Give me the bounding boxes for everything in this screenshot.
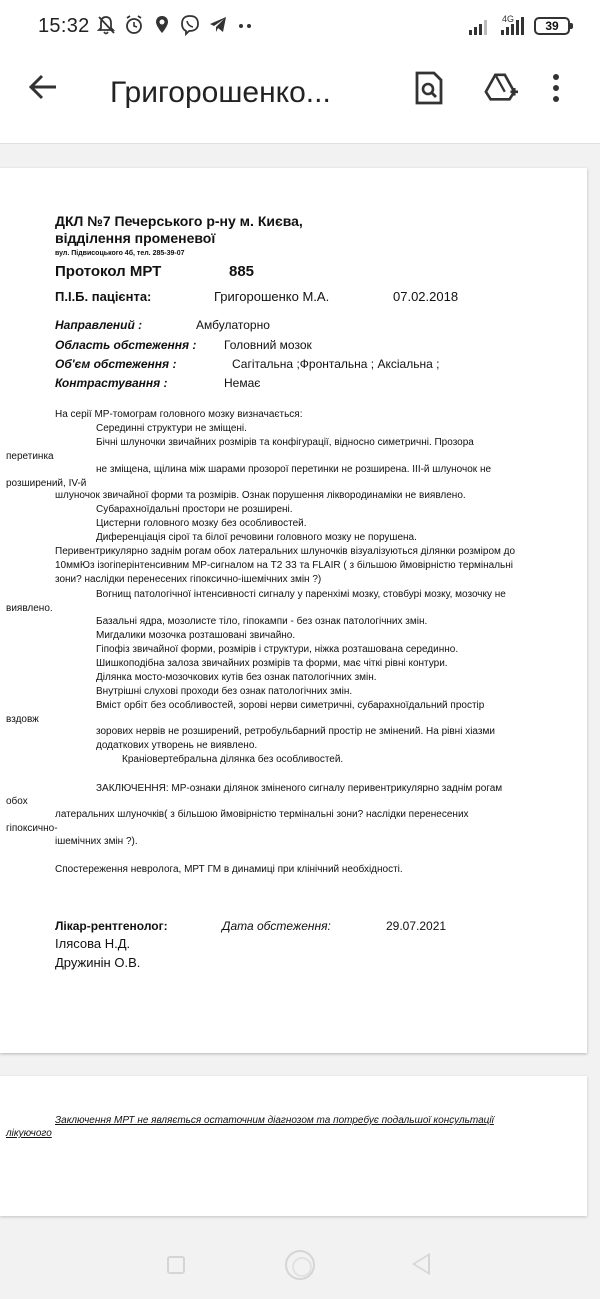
app-bar (0, 56, 600, 144)
document-title: Григорошенко... (110, 76, 331, 109)
body-line: перетинка (6, 451, 54, 462)
doctor-name: Дружинін О.В. (55, 955, 141, 970)
body-line: Серединні структури не зміщені. (96, 423, 247, 434)
field-value: Головний мозок (224, 338, 312, 352)
doctor-label: Лікар-рентгенолог: (55, 919, 168, 933)
viber-icon (180, 14, 200, 36)
telegram-icon (208, 14, 228, 36)
body-line: Перивентрикулярно заднім рогам обох латеральних шлуночків візуалізуються ділянки розміром до (55, 546, 516, 557)
body-line: зони? наслідки перенесених гіпоксично-ішемічних змін ?) (55, 574, 322, 585)
location-icon (152, 14, 172, 36)
notification-icons (96, 14, 256, 36)
body-line: Диференціація сірої та білої речовини головного мозку не порушена. (96, 532, 417, 543)
status-time: 15:32 (38, 15, 90, 37)
body-line: Бічні шлуночки звичайних розмірів та конфігурації, відносно симетричні. Прозора (96, 437, 474, 448)
alarm-icon (124, 14, 144, 36)
field-value: Немає (224, 376, 261, 390)
field-label: Область обстеження : (55, 338, 197, 352)
field-value: Амбулаторно (196, 318, 270, 332)
body-line: розширений, IV-й (6, 478, 87, 489)
patient-label: П.І.Б. пацієнта: (55, 289, 152, 304)
patient-date: 07.02.2018 (393, 289, 459, 304)
recommendation-line: Спостереження невролога, МРТ ГМ в динамиці при клінічний необхідності. (55, 864, 403, 875)
hospital-department: відділення променевої (55, 230, 216, 246)
body-line: Базальні ядра, мозолисте тіло, гіпокампи - без ознак патологічних змін. (96, 616, 428, 627)
body-line: 10ммЮз ізогіперінтенсивним МР-сигналом на Т2 З3 та FLAIR ( з більшою ймовірністю термінальні (55, 560, 513, 571)
home-icon[interactable] (285, 1250, 315, 1280)
more-dots-icon (236, 14, 256, 36)
body-line: зорових нервів не розширений, ретробульбарний простір не змінений. На рівні хіазми (96, 726, 495, 737)
hospital-name: ДКЛ №7 Печерського р-ну м. Києва, (55, 213, 303, 229)
conclusion-line: ЗАКЛЮЧЕННЯ: МР-ознаки ділянок зміненого сигналу перивентрикулярно заднім рогам (96, 783, 503, 794)
conclusion-line: ішемічних змін ?). (55, 836, 138, 847)
body-line: шлуночок звичайної форми та розмірів. Ознак порушення ліквородинаміки не виявлено. (55, 490, 466, 501)
more-vert-icon[interactable] (550, 70, 562, 106)
document-search-icon[interactable] (412, 70, 446, 106)
arrow-back-icon[interactable] (26, 70, 60, 104)
conclusion-line: обох (6, 796, 28, 807)
body-line: На серії МР-томограм головного мозку визначається: (55, 409, 303, 420)
signal-4g-icon (498, 16, 528, 36)
exam-date: 29.07.2021 (386, 919, 447, 933)
body-line: Гіпофіз звичайної форми, розмірів і структури, ніжка розташована серединно. (96, 644, 459, 655)
body-line: вздовж (6, 714, 39, 725)
network-type: 4G (502, 14, 515, 24)
signal-icon (468, 16, 492, 36)
system-nav-bar (0, 1232, 600, 1299)
status-right (468, 16, 570, 36)
document-page-2 (0, 1076, 587, 1216)
body-line: Краніовертебральна ділянка без особливостей. (122, 754, 344, 765)
battery-indicator (534, 17, 570, 35)
field-value: Сагітальна ;Фронтальна ; Аксіальна ; (232, 357, 440, 371)
exam-date-label: Дата обстеження: (222, 919, 331, 933)
disclaimer-line: лікуючого (6, 1128, 52, 1139)
body-line: Мигдалики мозочка розташовані звичайно. (96, 630, 296, 641)
recent-apps-icon[interactable] (167, 1256, 185, 1274)
document-page (0, 168, 587, 1053)
body-line: Вміст орбіт без особливостей, зорові нерви симетричні, субарахноїдальний простір (96, 700, 485, 711)
field-label: Об'єм обстеження : (55, 357, 177, 371)
nav-back-icon[interactable] (412, 1253, 430, 1275)
patient-name: Григорошенко М.А. (214, 289, 330, 304)
body-line: Вогнищ патологічної інтенсивності сигналу у паренхімі мозку, стовбурі мозку, мозочку не (96, 589, 506, 600)
conclusion-line: гіпоксично- (6, 823, 58, 834)
body-line: додаткових утворень не виявлено. (96, 740, 258, 751)
body-line: Цистерни головного мозку без особливостей. (96, 518, 307, 529)
protocol-number: 885 (229, 263, 255, 280)
body-line: Ділянка мосто-мозочкових кутів без ознак патологічних змін. (96, 672, 377, 683)
add-to-drive-icon[interactable] (484, 70, 518, 106)
disclaimer-line: Заключення МРТ не являється остаточним діагнозом та потребує подальшої консультації (55, 1115, 494, 1126)
field-label: Направлений : (55, 318, 143, 332)
conclusion-line: латеральних шлуночків( з більшою ймовірністю термінальні зони? наслідки перенесених (55, 809, 469, 820)
battery-level: 39 (545, 19, 559, 33)
body-line: виявлено. (6, 603, 53, 614)
body-line: Субарахноїдальні простори не розширені. (96, 504, 293, 515)
body-line: Внутрішні слухові проходи без ознак патологічних змін. (96, 686, 353, 697)
protocol-label: Протокол МРТ (55, 263, 162, 280)
body-line: не зміщена, щілина між шарами прозорої перетинки не розширена. ІІІ-й шлуночок не (96, 464, 492, 475)
field-label: Контрастування : (55, 376, 168, 390)
body-line: Шишкоподібна залоза звичайних розмірів та форми, має чіткі рівні контури. (96, 658, 448, 669)
hospital-address: вул. Підвисоцького 4б, тел. 285-39-07 (55, 250, 185, 257)
bell-off-icon (96, 14, 116, 36)
doctor-name: Ілясова Н.Д. (55, 936, 131, 951)
status-bar (0, 0, 600, 56)
